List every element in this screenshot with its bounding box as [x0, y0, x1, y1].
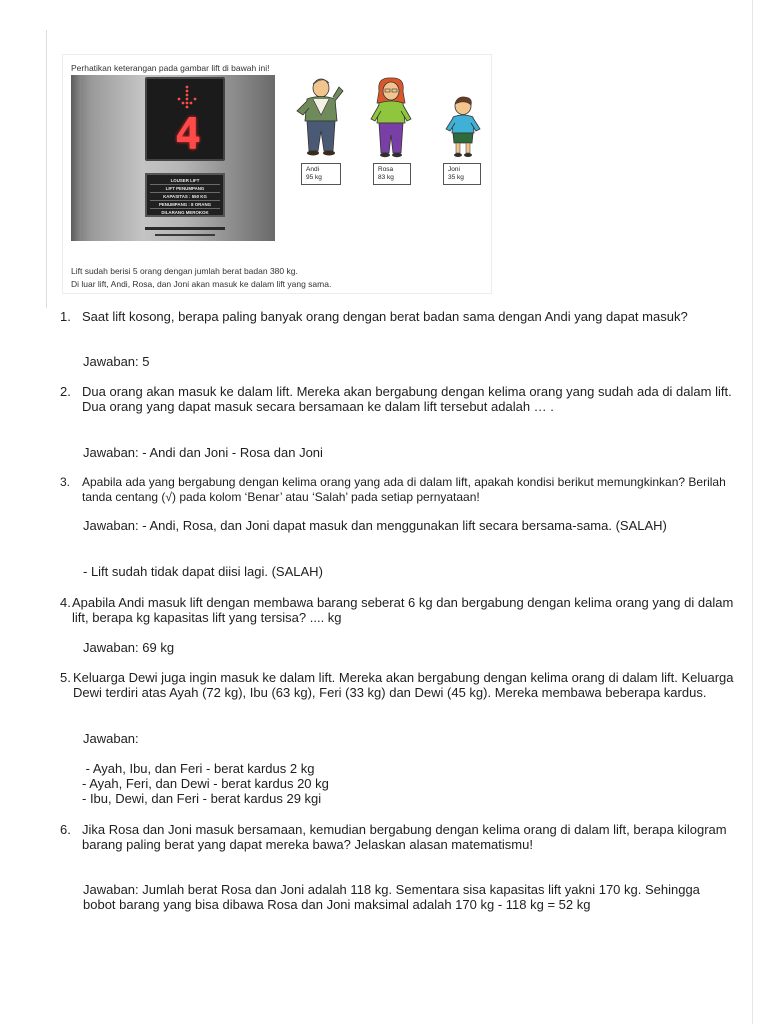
- down-arrow-icon: [173, 85, 201, 111]
- answer-3: Jawaban: - Andi, Rosa, dan Joni dapat masuk dan menggunakan lift secara bersama-sama. (SALAH): [83, 518, 667, 533]
- figure-caption: [71, 265, 331, 291]
- rosa-name: Rosa: [378, 166, 394, 173]
- answer-4: Jawaban: 69 kg: [83, 640, 175, 655]
- andi-name: Andi: [306, 166, 320, 173]
- andi-label: [301, 163, 341, 185]
- question-number: 1.: [60, 309, 71, 324]
- question-number: 5.: [60, 670, 71, 685]
- floor-number: 4: [174, 109, 200, 160]
- question-5: [60, 670, 740, 700]
- plate-line: DILARANG MEROKOK: [161, 210, 209, 215]
- question-number: 2.: [60, 384, 71, 399]
- joni-label: [443, 163, 481, 185]
- question-text: Jika Rosa dan Joni masuk bersamaan, kemudian bergabung dengan kelima orang di dalam lift, berapa kilogram barang paling berat yang dapat mereka bawa? Jelaskan alasan matematismu!: [82, 822, 727, 852]
- plate-line: LIFT PENUMPANG: [150, 185, 220, 193]
- rosa-weight: 83 kg: [378, 174, 394, 181]
- lift-photo: [71, 75, 275, 241]
- capacity-plate: [145, 173, 225, 217]
- question-3: [60, 475, 740, 505]
- answer-1: Jawaban: 5: [83, 354, 150, 369]
- question-text: Keluarga Dewi juga ingin masuk ke dalam lift. Mereka akan bergabung dengan kelima orang di dalam lift. Keluarga Dewi terdiri atas Ayah (72 kg), Ibu (63 kg), Feri (33 kg) dan Dewi (45 kg). Mereka membawa beberapa kardus.: [73, 670, 734, 700]
- answer-5: Jawaban:: [83, 731, 139, 746]
- answer-2: Jawaban: - Andi dan Joni - Rosa dan Joni: [83, 445, 323, 460]
- caption-line: Di luar lift, Andi, Rosa, dan Joni akan masuk ke dalam lift yang sama.: [71, 279, 332, 289]
- lift-figure: [62, 54, 492, 294]
- plate-line: LOUSER LIFT: [150, 177, 220, 185]
- joni-name: Joni: [448, 166, 460, 173]
- floor-display: [145, 77, 225, 161]
- answer-option: - Ayah, Feri, dan Dewi - berat kardus 20 kg: [82, 776, 329, 791]
- rosa-illustration: [367, 77, 415, 159]
- joni-illustration: [443, 95, 483, 159]
- figure-intro: Perhatikan keterangan pada gambar lift di bawah ini!: [71, 63, 270, 73]
- answer-option: - Ayah, Ibu, dan Feri - berat kardus 2 kg: [82, 761, 315, 776]
- answer-6: Jawaban: Jumlah berat Rosa dan Joni adalah 118 kg. Sementara sisa kapasitas lift yakni 170 kg. Sehingga bobot barang yang bisa dibawa Rosa dan Joni maksimal adalah 170 kg - 118 kg = 52 kg: [83, 882, 700, 912]
- joni-weight: 35 kg: [448, 174, 464, 181]
- question-number: 3.: [60, 475, 71, 489]
- question-text: Apabila Andi masuk lift dengan membawa barang seberat 6 kg dan bergabung dengan kelima orang yang di dalam lift, berapa kg kapasitas lift yang tersisa? .... kg: [72, 595, 734, 625]
- question-text: Saat lift kosong, berapa paling banyak orang dengan berat badan sama dengan Andi yang dapat masuk?: [82, 309, 688, 324]
- plate-line: KAPASITAS : 550 KG: [150, 193, 220, 201]
- question-1: [60, 309, 740, 324]
- andi-illustration: [291, 75, 347, 157]
- caption-line: Lift sudah berisi 5 orang dengan jumlah berat badan 380 kg.: [71, 266, 298, 276]
- answer-5-options: [82, 761, 732, 806]
- question-6: [60, 822, 740, 852]
- question-text: Dua orang akan masuk ke dalam lift. Mereka akan bergabung dengan kelima orang yang sudah ada di dalam lift. Dua orang yang dapat masuk secara bersamaan ke dalam lift tersebut adalah … .: [82, 384, 732, 414]
- question-number: 6.: [60, 822, 71, 837]
- page-edge-line: [752, 0, 753, 1024]
- rosa-label: [373, 163, 411, 185]
- question-2: [60, 384, 740, 414]
- question-number: 4.: [60, 595, 71, 610]
- andi-weight: 95 kg: [306, 174, 322, 181]
- page-margin-line: [46, 30, 47, 308]
- plate-line: PENUMPANG : 8 ORANG: [150, 201, 220, 209]
- answer-3b: - Lift sudah tidak dapat diisi lagi. (SALAH): [83, 564, 323, 579]
- answer-option: - Ibu, Dewi, dan Feri - berat kardus 29 kgi: [82, 791, 322, 806]
- question-4: [60, 595, 740, 625]
- question-text: Apabila ada yang bergabung dengan kelima orang yang ada di dalam lift, apakah kondisi berikut memungkinkan? Berilah tanda centang (√) pada kolom ‘Benar’ atau ‘Salah’ pada setiap pernyataan!: [82, 475, 726, 504]
